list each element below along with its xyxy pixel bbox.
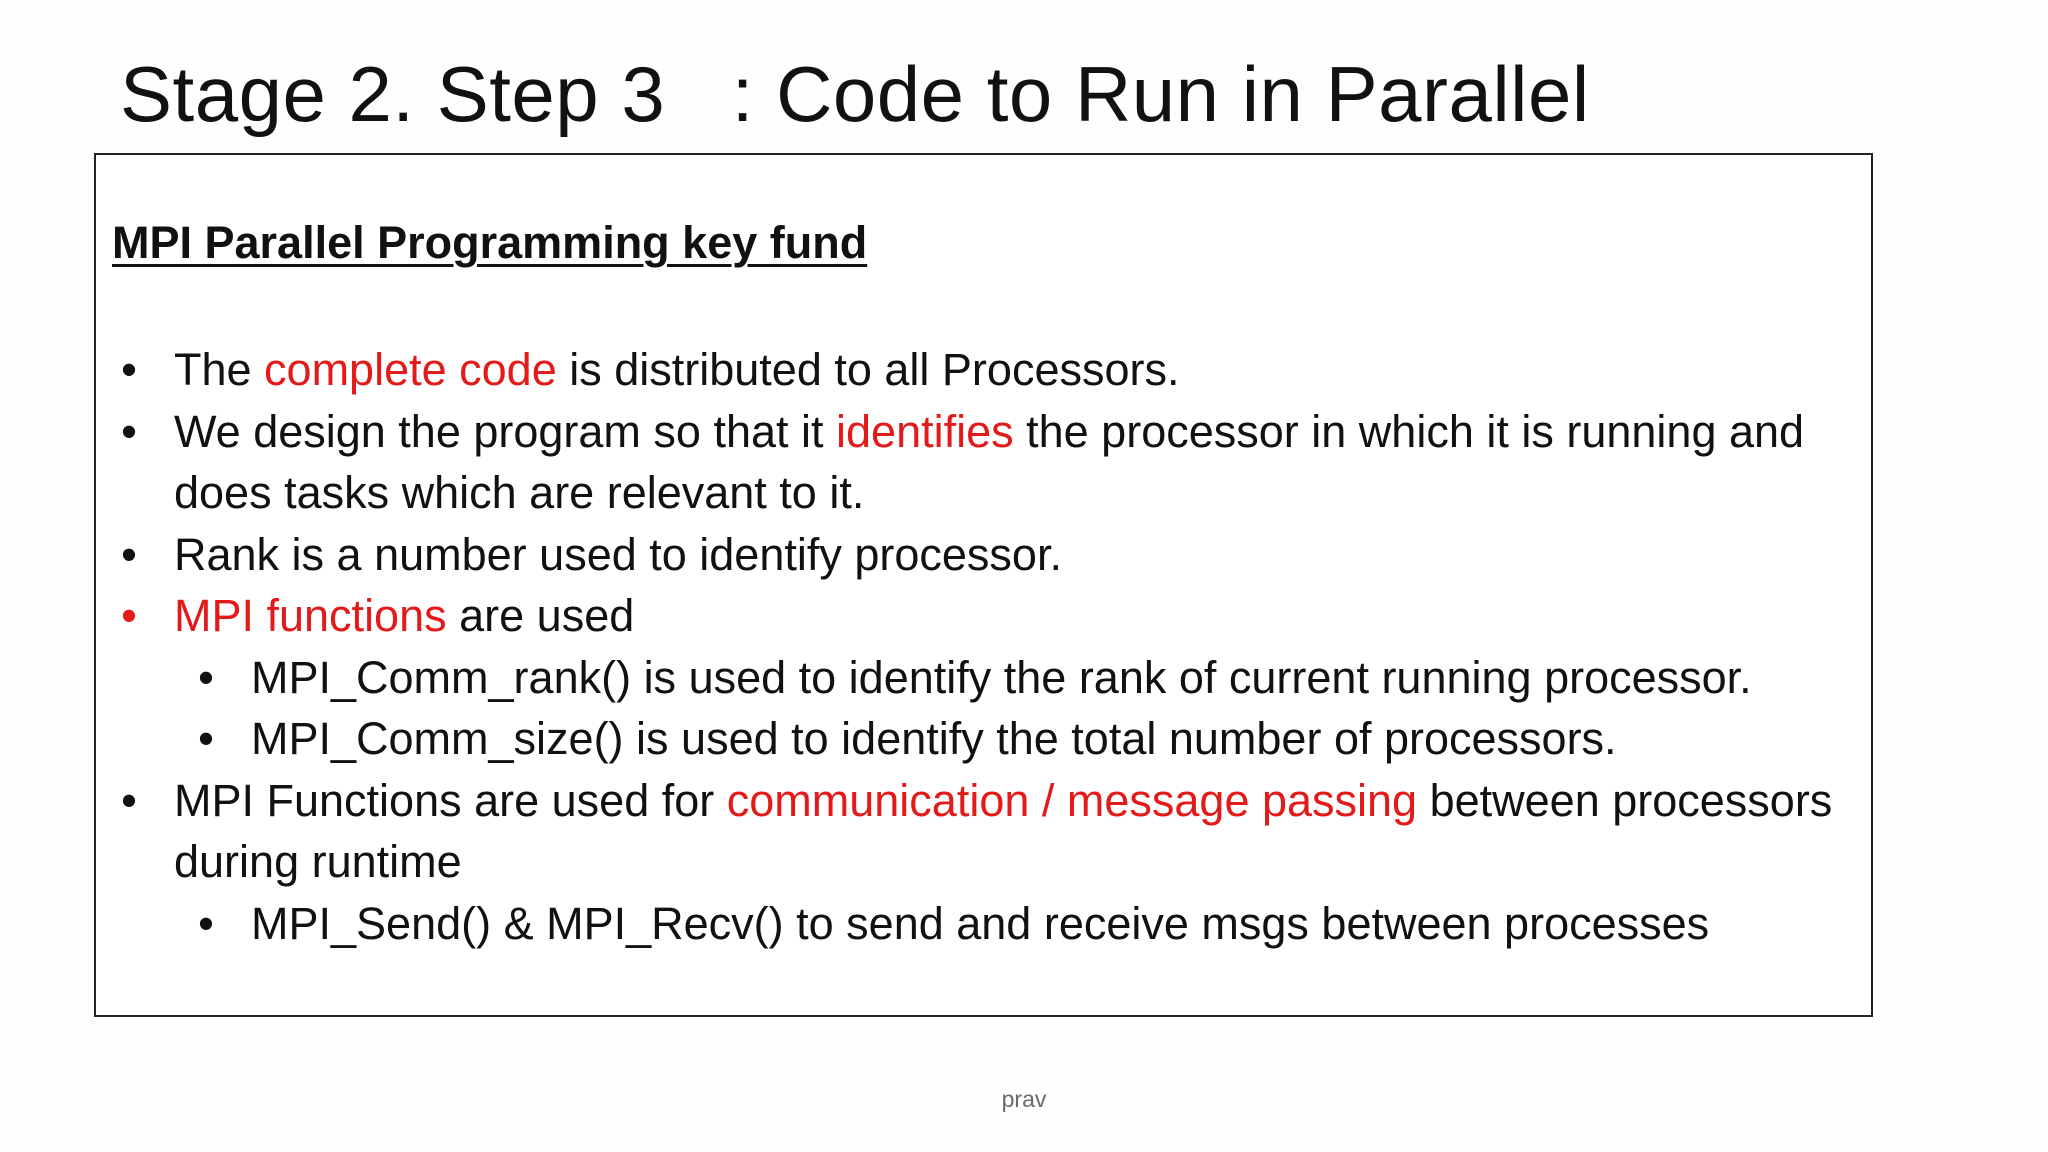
bullet-text: MPI_Send() & MPI_Recv() to send and receive msgs between processes	[251, 897, 1710, 949]
bullet-text: between processors during runtime	[174, 774, 1833, 887]
footer-text: prav	[1001, 1086, 1047, 1112]
content-box	[94, 153, 1873, 1017]
bullet-text: MPI_Comm_rank() is used to identify the rank of current running processor.	[251, 651, 1752, 703]
bullet-dot-icon: •	[121, 590, 137, 641]
bullet-text: MPI_Comm_size() is used to identify the total number of processors.	[251, 713, 1617, 764]
bullet-highlight: identifies	[836, 405, 1014, 457]
bullet-text: is distributed to all Processors.	[556, 344, 1180, 395]
bullet-text: The	[174, 344, 265, 395]
bullet-text: We design the program so that it	[174, 405, 837, 457]
bullet-text: are used	[446, 590, 635, 641]
bullet-text: Rank is a number used to identify processor.	[174, 528, 1062, 580]
bullet-dot-icon: •	[121, 344, 137, 395]
bullet-item	[112, 770, 1851, 893]
sub-bullet-item	[112, 708, 1851, 770]
slide-title: Stage 2. Step 3 : Code to Run in Parallel	[120, 50, 1590, 138]
bullet-dot-icon: •	[121, 405, 137, 457]
bullet-text: MPI Functions are used for	[174, 774, 727, 826]
bullet-item	[112, 401, 1851, 524]
bullet-dot-icon: •	[198, 651, 214, 703]
bullet-highlight: MPI functions	[174, 590, 447, 641]
bullet-item	[112, 524, 1851, 586]
bullet-item	[112, 585, 1851, 647]
box-heading: MPI Parallel Programming key fund	[112, 217, 868, 268]
bullet-highlight: complete code	[264, 344, 557, 395]
bullet-text: the processor in which it is running and does tasks which are relevant to it.	[174, 405, 1805, 518]
bullet-list	[112, 339, 1851, 954]
sub-bullet-item	[112, 893, 1851, 955]
bullet-item	[112, 339, 1851, 401]
bullet-dot-icon: •	[121, 528, 137, 580]
bullet-dot-icon: •	[198, 713, 214, 764]
bullet-dot-icon: •	[198, 897, 214, 949]
bullet-highlight: communication / message passing	[726, 774, 1418, 826]
sub-bullet-item	[112, 647, 1851, 709]
bullet-dot-icon: •	[121, 774, 137, 826]
